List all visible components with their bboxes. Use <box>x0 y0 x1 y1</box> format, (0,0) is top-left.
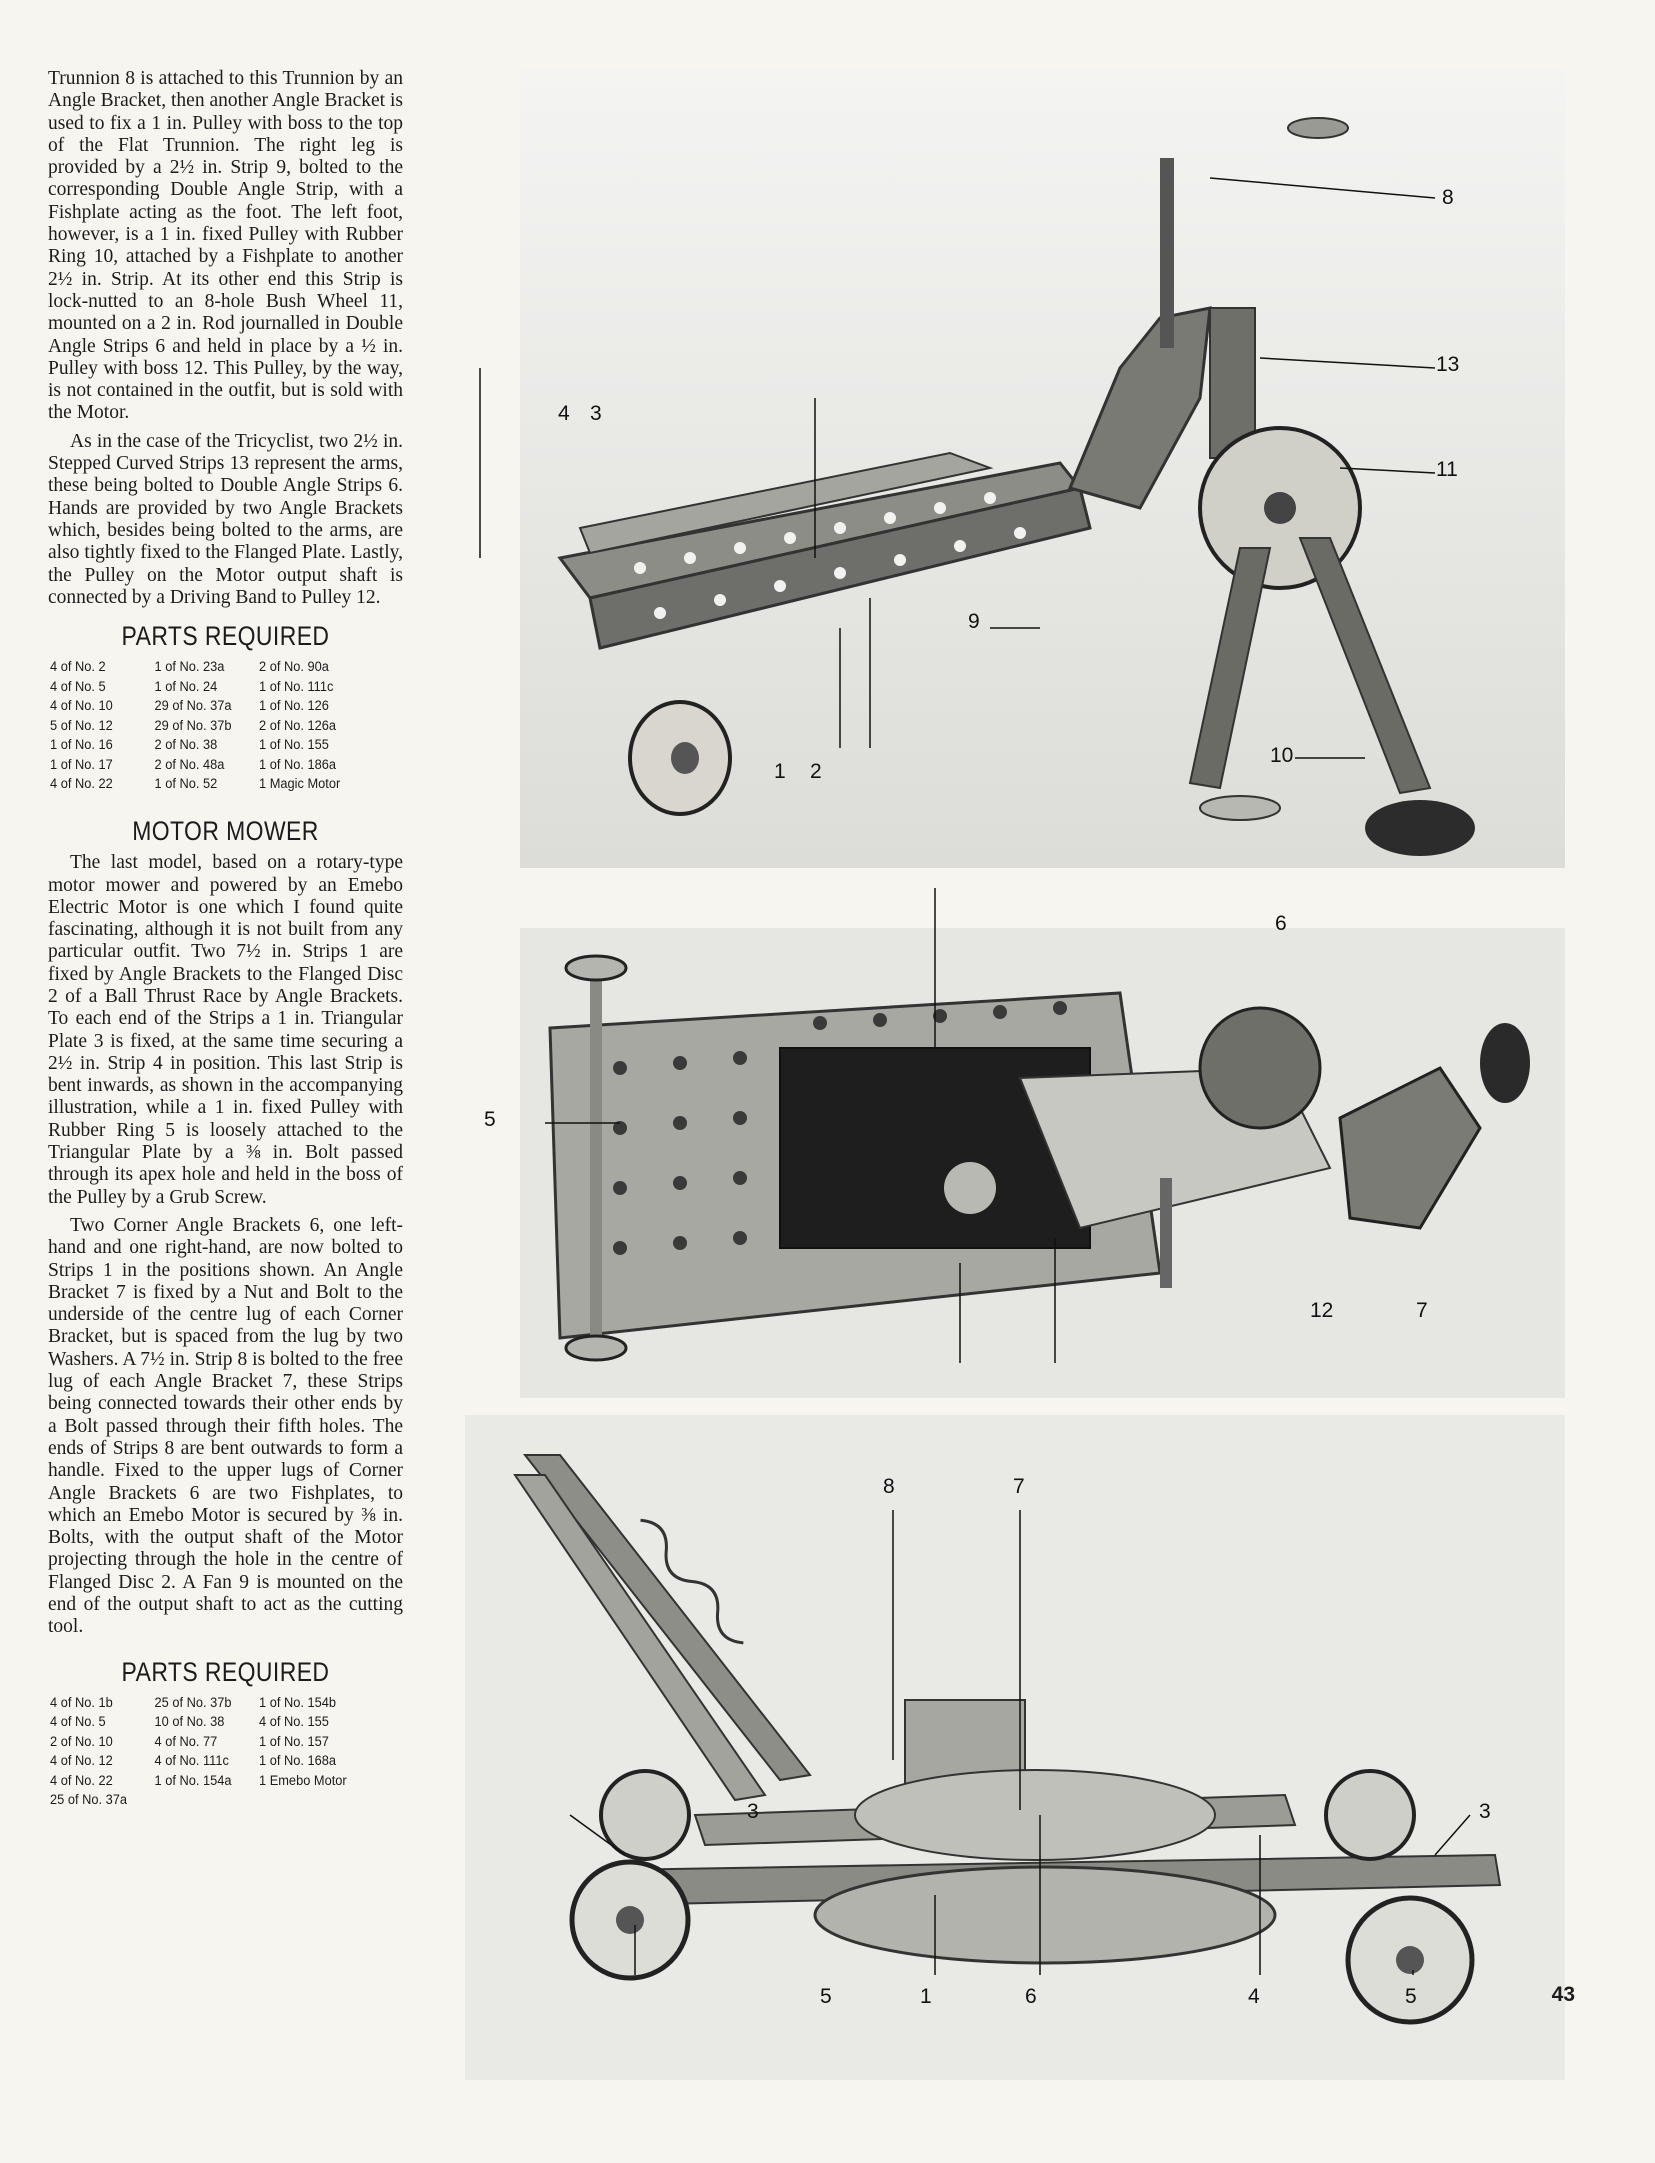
callout-4: 4 <box>558 402 570 425</box>
part-entry: 4 of No. 77 <box>154 1733 218 1749</box>
parts-list-2 <box>50 1693 385 1810</box>
mower-heading: MOTOR MOWER <box>132 815 319 846</box>
part-entry: 29 of No. 37b <box>154 717 232 733</box>
part-entry: 2 of No. 90a <box>259 659 329 675</box>
part-entry: 1 of No. 24 <box>154 678 218 694</box>
part-entry: 5 of No. 12 <box>50 717 113 733</box>
part-entry: 1 of No. 16 <box>50 737 113 753</box>
part-entry: 1 Magic Motor <box>259 776 341 792</box>
part-entry: 10 of No. 38 <box>154 1714 225 1730</box>
part-entry: 1 of No. 154a <box>154 1772 232 1788</box>
callout-4: 4 <box>1248 1985 1260 2008</box>
callout-1: 1 <box>774 760 786 783</box>
callout-1: 1 <box>920 1985 932 2008</box>
callout-13: 13 <box>1436 353 1460 376</box>
part-entry: 25 of No. 37b <box>154 1694 232 1710</box>
part-entry: 4 of No. 5 <box>50 1714 106 1730</box>
callout-3: 3 <box>1479 1800 1491 1823</box>
callout-3: 3 <box>590 402 602 425</box>
mower-para-2: Two Corner Angle Brackets 6, one left-hand and one right-hand, are now bolted to Strips 1 in the positions shown. An Angle Bracket 7 is fixed by a Nut and Bolt to the underside of the centre lug of each Corner Bracket, but is spaced from the lug by two Washers. A 7½ in. Strip 8 is bolted to the free lug of each Angle Bracket 7, these Strips being connected towards their other ends by a Bolt passed through their fifth holes. The ends of Strips 8 are bent outwards to form a handle. Fixed to the upper lugs of Corner Angle Brackets 6 are two Fishplates, to which an Emebo Motor is secured by ⅜ in. Bolts, with the output shaft of the Motor projecting through the hole in the centre of Flanged Disc 2. A Fan 9 is mounted on the end of the output shaft to act as the cutting tool. <box>48 1214 403 1638</box>
photo-mower-top <box>484 928 1565 1398</box>
photo-mower-side <box>465 1415 1565 2080</box>
part-entry: 29 of No. 37a <box>154 698 232 714</box>
callout-5: 5 <box>484 1108 496 1131</box>
part-entry: 1 of No. 157 <box>259 1733 329 1749</box>
part-entry: 1 of No. 23a <box>154 659 225 675</box>
part-entry: 25 of No. 37a <box>50 1792 128 1808</box>
callout-7: 7 <box>1416 1299 1428 1322</box>
part-entry: 4 of No. 10 <box>50 698 113 714</box>
callout-8: 8 <box>1442 186 1454 209</box>
text-column <box>48 68 403 1810</box>
parts-list-2-col-2 <box>155 1693 260 1810</box>
part-entry: 2 of No. 126a <box>259 717 337 733</box>
part-entry: 1 of No. 52 <box>154 776 218 792</box>
part-entry: 4 of No. 22 <box>50 776 113 792</box>
part-entry: 4 of No. 155 <box>259 1714 329 1730</box>
part-entry: 4 of No. 1b <box>50 1694 113 1710</box>
tricycle-para-1: Trunnion 8 is attached to this Trunnion by an Angle Bracket, then another Angle Bracket is used to fix a 1 in. Pulley with boss to the top of the Flat Trunnion. The right leg is provided by a 2½ in. Strip 9, bolted to the corresponding Double Angle Strip, with a Fishplate acting as the foot. The left foot, however, is a 1 in. fixed Pulley with Rubber Ring 10, attached by a Fishplate to another 2½ in. Strip. At its other end this Strip is lock-nutted to an 8-hole Bush Wheel 11, mounted on a 2 in. Rod journalled in Double Angle Strips 6 and held in place by a ½ in. Pulley with boss 12. This Pulley, by the way, is not contained in the outfit, but is sold with the Motor. <box>48 68 403 424</box>
mower-top-illustration <box>520 928 1565 1398</box>
callout-8: 8 <box>883 1475 895 1498</box>
part-entry: 1 of No. 155 <box>259 737 329 753</box>
callout-10: 10 <box>1270 744 1294 767</box>
part-entry: 2 of No. 48a <box>154 756 225 772</box>
callout-7: 7 <box>1013 1475 1025 1498</box>
part-entry: 4 of No. 2 <box>50 659 106 675</box>
parts-list-2-col-1 <box>50 1693 155 1810</box>
photo-walking-model <box>520 68 1565 868</box>
part-entry: 4 of No. 5 <box>50 678 106 694</box>
parts-heading-1: PARTS REQUIRED <box>121 621 330 652</box>
part-entry: 4 of No. 12 <box>50 1753 113 1769</box>
parts-list-2-col-3 <box>259 1693 364 1810</box>
callout-6: 6 <box>1275 912 1287 935</box>
part-entry: 1 of No. 154b <box>259 1694 337 1710</box>
walking-model-illustration <box>520 68 1565 868</box>
callout-5: 5 <box>820 1985 832 2008</box>
part-entry: 2 of No. 10 <box>50 1733 113 1749</box>
part-entry: 2 of No. 38 <box>154 737 218 753</box>
part-entry: 4 of No. 22 <box>50 1772 113 1788</box>
parts-list-1-col-3 <box>259 657 364 794</box>
callout-9: 9 <box>968 610 980 633</box>
callout-12: 12 <box>1310 1299 1334 1322</box>
part-entry: 4 of No. 111c <box>154 1753 229 1769</box>
callout-11: 11 <box>1436 458 1458 481</box>
tricycle-para-2: As in the case of the Tricyclist, two 2½ in. Stepped Curved Strips 13 represent the arms, these being bolted to Double Angle Strips 6. Hands are provided by two Angle Brackets which, besides being bolted to the arms, are also tightly fixed to the Flanged Plate. Lastly, the Pulley on the Motor output shaft is connected by a Driving Band to Pulley 12. <box>48 430 403 608</box>
part-entry: 1 of No. 186a <box>259 756 337 772</box>
part-entry: 1 of No. 126 <box>259 698 329 714</box>
mower-para-1: The last model, based on a rotary-type motor mower and powered by an Emebo Electric Motor is one which I found quite fascinating, although it is not built from any particular outfit. Two 7½ in. Strips 1 are fixed by Angle Brackets to the Flanged Disc 2 of a Ball Thrust Race by Angle Brackets. To each end of the Strips a 1 in. Triangular Plate 3 is fixed, at the same time securing a 2½ in. Strip 4 in position. This last Strip is bent inwards, as shown in the accompanying illustration, while a 1 in. fixed Pulley with Rubber Ring 5 is loosely attached to the Triangular Plate by a ⅜ in. Bolt passed through its apex hole and held in the boss of the Pulley by a Grub Screw. <box>48 852 403 1208</box>
parts-list-1-col-1 <box>50 657 155 794</box>
part-entry: 1 of No. 168a <box>259 1753 337 1769</box>
callout-6: 6 <box>1025 1985 1037 2008</box>
page-number: 43 <box>1551 1983 1575 2006</box>
part-entry: 1 of No. 17 <box>50 756 113 772</box>
part-entry: 1 of No. 111c <box>259 678 334 694</box>
part-entry: 1 Emebo Motor <box>259 1772 347 1788</box>
parts-list-1 <box>50 657 385 794</box>
callout-3: 3 <box>747 1800 759 1823</box>
parts-list-1-col-2 <box>155 657 260 794</box>
parts-heading-2: PARTS REQUIRED <box>121 1656 330 1687</box>
mower-side-illustration <box>465 1415 1565 2080</box>
callout-2: 2 <box>810 760 822 783</box>
callout-5: 5 <box>1405 1985 1417 2008</box>
